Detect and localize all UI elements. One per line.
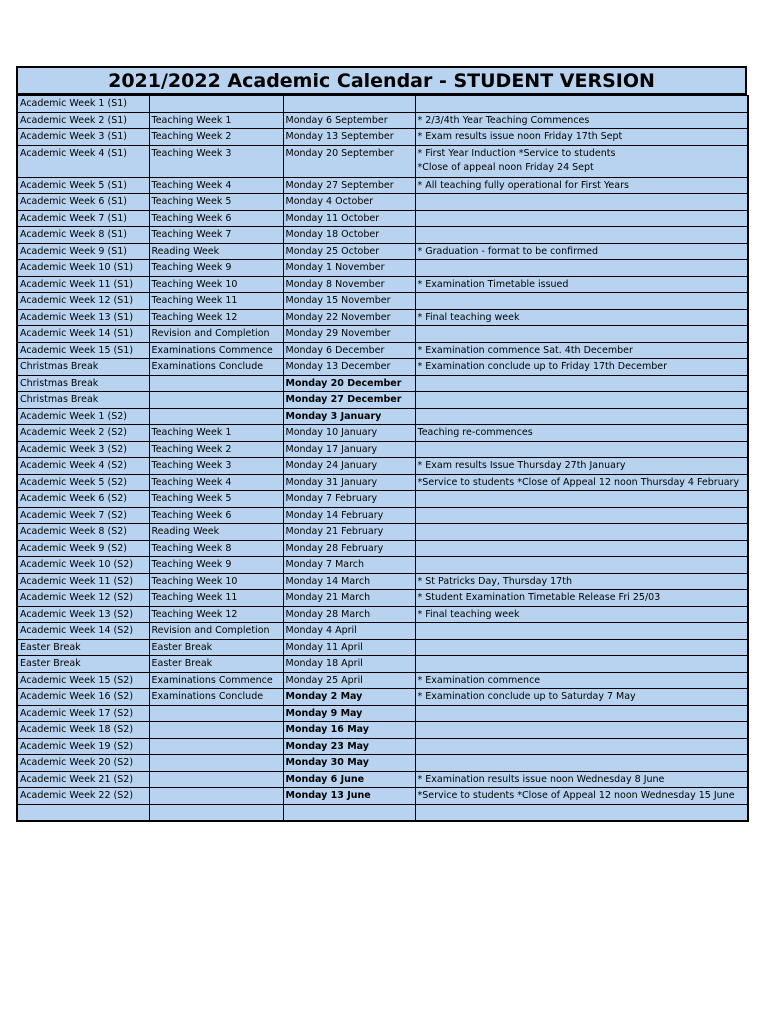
academic-week-cell: Academic Week 16 (S2) xyxy=(17,689,149,706)
note-cell xyxy=(415,557,748,574)
teaching-week-cell xyxy=(149,408,283,425)
table-row xyxy=(17,342,748,359)
table-row xyxy=(17,326,748,343)
note-cell: * Student Examination Timetable Release Fri 25/03 xyxy=(415,590,748,607)
teaching-week-cell: Teaching Week 11 xyxy=(149,293,283,310)
note-cell xyxy=(415,260,748,277)
note-cell xyxy=(415,705,748,722)
teaching-week-cell xyxy=(149,392,283,409)
table-row xyxy=(17,507,748,524)
teaching-week-cell: Teaching Week 5 xyxy=(149,194,283,211)
teaching-week-cell: Examinations Conclude xyxy=(149,359,283,376)
academic-week-cell: Academic Week 4 (S1) xyxy=(17,145,149,177)
week-date-cell: Monday 27 September xyxy=(283,177,415,194)
week-date-cell: Monday 23 May xyxy=(283,738,415,755)
week-date-cell: Monday 4 October xyxy=(283,194,415,211)
table-row xyxy=(17,474,748,491)
calendar-rows xyxy=(17,96,748,821)
teaching-week-cell: Reading Week xyxy=(149,243,283,260)
academic-week-cell: Academic Week 4 (S2) xyxy=(17,458,149,475)
week-date-cell: Monday 18 April xyxy=(283,656,415,673)
academic-week-cell: Academic Week 15 (S2) xyxy=(17,672,149,689)
teaching-week-cell: Teaching Week 2 xyxy=(149,441,283,458)
teaching-week-cell xyxy=(149,804,283,821)
week-date-cell: Monday 2 May xyxy=(283,689,415,706)
note-cell xyxy=(415,326,748,343)
calendar-sheet xyxy=(16,66,747,822)
academic-week-cell: Easter Break xyxy=(17,656,149,673)
academic-week-cell: Academic Week 1 (S1) xyxy=(17,96,149,113)
week-date-cell: Monday 22 November xyxy=(283,309,415,326)
table-row xyxy=(17,227,748,244)
note-cell xyxy=(415,210,748,227)
teaching-week-cell: Teaching Week 7 xyxy=(149,227,283,244)
note-cell xyxy=(415,623,748,640)
week-date-cell: Monday 28 March xyxy=(283,606,415,623)
table-row xyxy=(17,392,748,409)
note-cell: * 2/3/4th Year Teaching Commences xyxy=(415,112,748,129)
academic-week-cell: Easter Break xyxy=(17,639,149,656)
week-date-cell: Monday 25 April xyxy=(283,672,415,689)
table-row xyxy=(17,375,748,392)
teaching-week-cell xyxy=(149,738,283,755)
table-row xyxy=(17,705,748,722)
teaching-week-cell: Teaching Week 9 xyxy=(149,557,283,574)
academic-week-cell: Academic Week 15 (S1) xyxy=(17,342,149,359)
academic-week-cell: Academic Week 1 (S2) xyxy=(17,408,149,425)
teaching-week-cell: Examinations Conclude xyxy=(149,689,283,706)
academic-week-cell: Academic Week 21 (S2) xyxy=(17,771,149,788)
week-date-cell xyxy=(283,804,415,821)
calendar-table xyxy=(16,95,749,822)
table-row xyxy=(17,112,748,129)
table-row xyxy=(17,441,748,458)
week-date-cell: Monday 1 November xyxy=(283,260,415,277)
note-cell: Teaching re-commences xyxy=(415,425,748,442)
week-date-cell: Monday 8 November xyxy=(283,276,415,293)
note-cell: * Examination Timetable issued xyxy=(415,276,748,293)
teaching-week-cell xyxy=(149,788,283,805)
academic-week-cell: Academic Week 3 (S1) xyxy=(17,129,149,146)
academic-week-cell: Academic Week 12 (S2) xyxy=(17,590,149,607)
note-cell: * Exam results Issue Thursday 27th January xyxy=(415,458,748,475)
academic-week-cell: Christmas Break xyxy=(17,375,149,392)
academic-week-cell: Academic Week 6 (S1) xyxy=(17,194,149,211)
table-row xyxy=(17,276,748,293)
teaching-week-cell xyxy=(149,771,283,788)
note-cell: *Service to students *Close of Appeal 12 noon Thursday 4 February xyxy=(415,474,748,491)
academic-week-cell: Academic Week 12 (S1) xyxy=(17,293,149,310)
note-cell: * Examination commence xyxy=(415,672,748,689)
table-row xyxy=(17,804,748,821)
teaching-week-cell xyxy=(149,722,283,739)
week-date-cell: Monday 14 March xyxy=(283,573,415,590)
academic-week-cell: Academic Week 9 (S2) xyxy=(17,540,149,557)
note-cell: * Graduation - format to be confirmed xyxy=(415,243,748,260)
note-cell xyxy=(415,194,748,211)
table-row xyxy=(17,210,748,227)
teaching-week-cell: Teaching Week 12 xyxy=(149,606,283,623)
week-date-cell: Monday 25 October xyxy=(283,243,415,260)
note-cell xyxy=(415,227,748,244)
note-cell xyxy=(415,738,748,755)
note-cell xyxy=(415,507,748,524)
academic-week-cell: Academic Week 11 (S1) xyxy=(17,276,149,293)
week-date-cell: Monday 29 November xyxy=(283,326,415,343)
week-date-cell: Monday 13 September xyxy=(283,129,415,146)
note-cell xyxy=(415,540,748,557)
week-date-cell: Monday 3 January xyxy=(283,408,415,425)
note-cell: * First Year Induction *Service to students *Close of appeal noon Friday 24 Sept xyxy=(415,145,748,177)
table-row xyxy=(17,672,748,689)
academic-week-cell: Academic Week 14 (S1) xyxy=(17,326,149,343)
academic-week-cell: Academic Week 11 (S2) xyxy=(17,573,149,590)
note-cell: * Examination conclude up to Saturday 7 May xyxy=(415,689,748,706)
week-date-cell: Monday 16 May xyxy=(283,722,415,739)
note-cell xyxy=(415,804,748,821)
table-row xyxy=(17,656,748,673)
academic-week-cell: Academic Week 9 (S1) xyxy=(17,243,149,260)
week-date-cell: Monday 10 January xyxy=(283,425,415,442)
academic-week-cell xyxy=(17,804,149,821)
teaching-week-cell: Teaching Week 3 xyxy=(149,145,283,177)
teaching-week-cell: Examinations Commence xyxy=(149,342,283,359)
note-cell xyxy=(415,375,748,392)
teaching-week-cell: Teaching Week 11 xyxy=(149,590,283,607)
table-row xyxy=(17,293,748,310)
note-cell xyxy=(415,722,748,739)
academic-week-cell: Academic Week 10 (S1) xyxy=(17,260,149,277)
academic-week-cell: Academic Week 18 (S2) xyxy=(17,722,149,739)
table-row xyxy=(17,491,748,508)
table-row xyxy=(17,557,748,574)
teaching-week-cell: Revision and Completion xyxy=(149,326,283,343)
note-cell xyxy=(415,293,748,310)
week-date-cell: Monday 9 May xyxy=(283,705,415,722)
table-row xyxy=(17,260,748,277)
week-date-cell: Monday 17 January xyxy=(283,441,415,458)
note-cell: * Final teaching week xyxy=(415,309,748,326)
academic-week-cell: Academic Week 7 (S2) xyxy=(17,507,149,524)
teaching-week-cell: Teaching Week 5 xyxy=(149,491,283,508)
academic-week-cell: Academic Week 14 (S2) xyxy=(17,623,149,640)
week-date-cell: Monday 30 May xyxy=(283,755,415,772)
table-row xyxy=(17,524,748,541)
academic-week-cell: Academic Week 10 (S2) xyxy=(17,557,149,574)
academic-week-cell: Academic Week 19 (S2) xyxy=(17,738,149,755)
teaching-week-cell: Teaching Week 1 xyxy=(149,112,283,129)
table-row xyxy=(17,145,748,177)
teaching-week-cell: Teaching Week 1 xyxy=(149,425,283,442)
academic-week-cell: Academic Week 7 (S1) xyxy=(17,210,149,227)
calendar-title: 2021/2022 Academic Calendar - STUDENT VERSION xyxy=(16,66,747,95)
teaching-week-cell xyxy=(149,755,283,772)
table-row xyxy=(17,623,748,640)
table-row xyxy=(17,590,748,607)
week-date-cell: Monday 27 December xyxy=(283,392,415,409)
academic-week-cell: Academic Week 5 (S2) xyxy=(17,474,149,491)
week-date-cell: Monday 20 December xyxy=(283,375,415,392)
table-row xyxy=(17,755,748,772)
teaching-week-cell: Teaching Week 12 xyxy=(149,309,283,326)
teaching-week-cell: Teaching Week 4 xyxy=(149,474,283,491)
table-row xyxy=(17,194,748,211)
week-date-cell: Monday 15 November xyxy=(283,293,415,310)
academic-week-cell: Academic Week 20 (S2) xyxy=(17,755,149,772)
teaching-week-cell: Reading Week xyxy=(149,524,283,541)
note-cell xyxy=(415,441,748,458)
week-date-cell: Monday 13 December xyxy=(283,359,415,376)
week-date-cell: Monday 21 February xyxy=(283,524,415,541)
week-date-cell: Monday 11 October xyxy=(283,210,415,227)
week-date-cell xyxy=(283,96,415,113)
teaching-week-cell: Teaching Week 2 xyxy=(149,129,283,146)
teaching-week-cell: Teaching Week 10 xyxy=(149,573,283,590)
note-cell: *Service to students *Close of Appeal 12 noon Wednesday 15 June xyxy=(415,788,748,805)
note-cell: * Examination results issue noon Wednesday 8 June xyxy=(415,771,748,788)
table-row xyxy=(17,689,748,706)
table-row xyxy=(17,177,748,194)
academic-week-cell: Christmas Break xyxy=(17,392,149,409)
table-row xyxy=(17,573,748,590)
table-row xyxy=(17,458,748,475)
teaching-week-cell: Teaching Week 6 xyxy=(149,507,283,524)
note-cell: * Exam results issue noon Friday 17th Sept xyxy=(415,129,748,146)
week-date-cell: Monday 14 February xyxy=(283,507,415,524)
table-row xyxy=(17,129,748,146)
note-cell: * All teaching fully operational for First Years xyxy=(415,177,748,194)
note-cell xyxy=(415,639,748,656)
week-date-cell: Monday 28 February xyxy=(283,540,415,557)
academic-week-cell: Academic Week 22 (S2) xyxy=(17,788,149,805)
teaching-week-cell: Teaching Week 3 xyxy=(149,458,283,475)
table-row xyxy=(17,606,748,623)
table-row xyxy=(17,309,748,326)
note-cell xyxy=(415,656,748,673)
teaching-week-cell: Easter Break xyxy=(149,656,283,673)
week-date-cell: Monday 4 April xyxy=(283,623,415,640)
academic-week-cell: Academic Week 13 (S1) xyxy=(17,309,149,326)
week-date-cell: Monday 7 March xyxy=(283,557,415,574)
teaching-week-cell: Teaching Week 10 xyxy=(149,276,283,293)
week-date-cell: Monday 6 September xyxy=(283,112,415,129)
teaching-week-cell: Examinations Commence xyxy=(149,672,283,689)
table-row xyxy=(17,639,748,656)
academic-week-cell: Academic Week 17 (S2) xyxy=(17,705,149,722)
week-date-cell: Monday 20 September xyxy=(283,145,415,177)
teaching-week-cell: Revision and Completion xyxy=(149,623,283,640)
week-date-cell: Monday 31 January xyxy=(283,474,415,491)
note-cell xyxy=(415,491,748,508)
table-row xyxy=(17,722,748,739)
note-cell xyxy=(415,392,748,409)
teaching-week-cell xyxy=(149,375,283,392)
table-row xyxy=(17,408,748,425)
week-date-cell: Monday 7 February xyxy=(283,491,415,508)
week-date-cell: Monday 13 June xyxy=(283,788,415,805)
table-row xyxy=(17,425,748,442)
teaching-week-cell: Teaching Week 4 xyxy=(149,177,283,194)
academic-week-cell: Academic Week 6 (S2) xyxy=(17,491,149,508)
note-cell: * Examination conclude up to Friday 17th December xyxy=(415,359,748,376)
note-cell: * Examination commence Sat. 4th December xyxy=(415,342,748,359)
note-cell xyxy=(415,524,748,541)
week-date-cell: Monday 6 June xyxy=(283,771,415,788)
teaching-week-cell: Easter Break xyxy=(149,639,283,656)
academic-week-cell: Academic Week 8 (S2) xyxy=(17,524,149,541)
note-cell xyxy=(415,755,748,772)
table-row xyxy=(17,771,748,788)
academic-week-cell: Academic Week 2 (S2) xyxy=(17,425,149,442)
teaching-week-cell xyxy=(149,705,283,722)
teaching-week-cell xyxy=(149,96,283,113)
teaching-week-cell: Teaching Week 8 xyxy=(149,540,283,557)
academic-week-cell: Academic Week 8 (S1) xyxy=(17,227,149,244)
week-date-cell: Monday 11 April xyxy=(283,639,415,656)
table-row xyxy=(17,788,748,805)
academic-week-cell: Academic Week 2 (S1) xyxy=(17,112,149,129)
note-cell xyxy=(415,408,748,425)
table-row xyxy=(17,359,748,376)
week-date-cell: Monday 18 October xyxy=(283,227,415,244)
teaching-week-cell: Teaching Week 6 xyxy=(149,210,283,227)
academic-week-cell: Academic Week 5 (S1) xyxy=(17,177,149,194)
academic-week-cell: Christmas Break xyxy=(17,359,149,376)
note-cell xyxy=(415,96,748,113)
note-cell: * St Patricks Day, Thursday 17th xyxy=(415,573,748,590)
week-date-cell: Monday 21 March xyxy=(283,590,415,607)
academic-week-cell: Academic Week 13 (S2) xyxy=(17,606,149,623)
academic-week-cell: Academic Week 3 (S2) xyxy=(17,441,149,458)
table-row xyxy=(17,540,748,557)
table-row xyxy=(17,243,748,260)
week-date-cell: Monday 24 January xyxy=(283,458,415,475)
table-row xyxy=(17,738,748,755)
note-cell: * Final teaching week xyxy=(415,606,748,623)
table-row xyxy=(17,96,748,113)
week-date-cell: Monday 6 December xyxy=(283,342,415,359)
teaching-week-cell: Teaching Week 9 xyxy=(149,260,283,277)
